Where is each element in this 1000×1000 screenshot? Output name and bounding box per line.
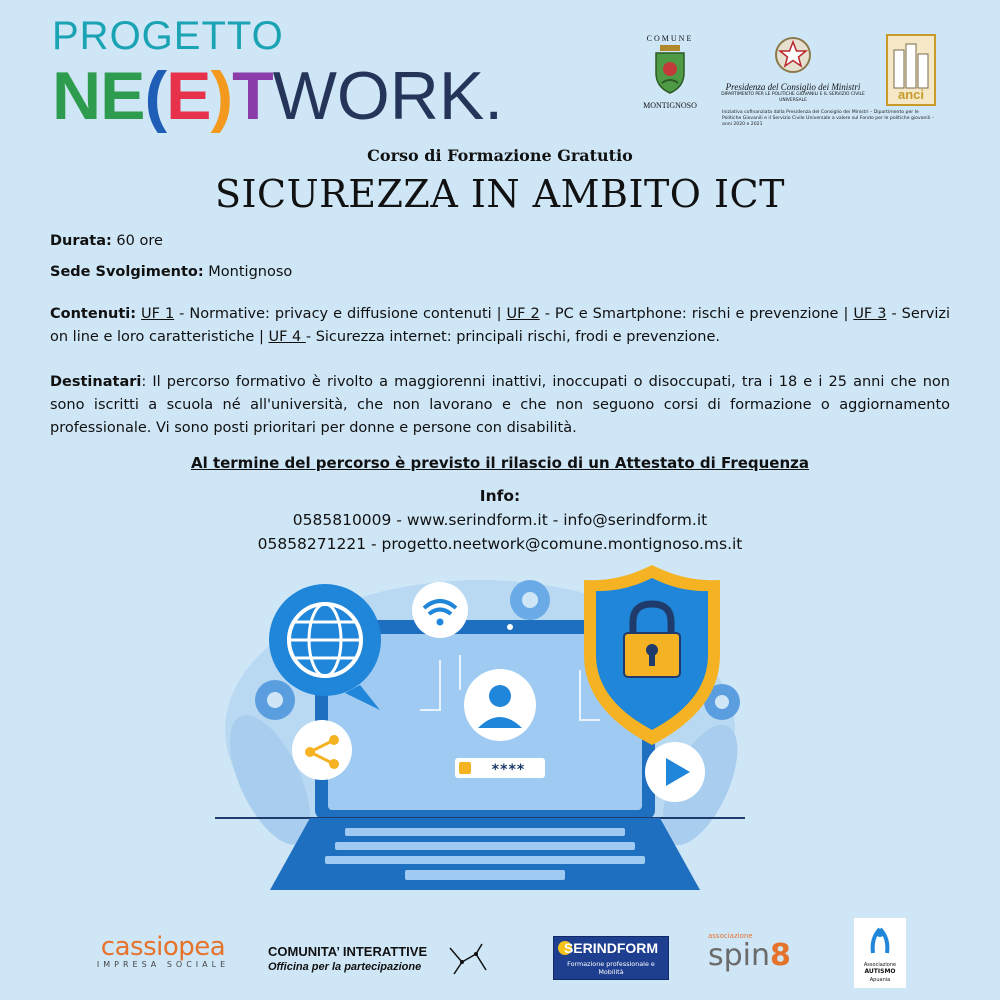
serindform-sub: Formazione professionale e Mobilità: [567, 960, 655, 976]
spin-name: spin8: [708, 938, 791, 973]
autismo-place: Apuania: [869, 977, 891, 983]
presidenza-dept: DIPARTIMENTO PER LE POLITICHE GIOVANILI E IL SERVIZIO CIVILE UNIVERSALE: [721, 92, 865, 103]
cassiopea-logo: [88, 932, 238, 969]
durata-label: Durata:: [50, 233, 112, 249]
comune-crest-icon: [648, 43, 692, 95]
network-arrows-icon: [446, 940, 490, 980]
brand-name: [52, 60, 503, 132]
cofinancing-note: Iniziativa cofinanziata dalla Presidenza del Consiglio dei Ministri – Dipartimento per le Politiche Giovanili e il Servizio Civile Universale a valere sul Fondo per le politiche giovanili – anni 2020 e 2021: [722, 110, 935, 127]
uf3-text: - Servizi on line e loro caratteristiche |: [50, 306, 951, 345]
share-icon: [292, 720, 352, 780]
presidenza-title: Presidenza del Consiglio dei Ministri: [725, 82, 861, 92]
comune-town: MONTIGNOSO: [643, 101, 697, 110]
brand-part-open-paren: (: [144, 58, 167, 134]
uf2-text: - PC e Smartphone: rischi e prevenzione |: [539, 306, 854, 322]
comunita-name: COMUNITA’ INTERATTIVE: [268, 944, 428, 959]
cybersecurity-illustration: [210, 560, 750, 905]
project-label: PROGETTO: [52, 14, 284, 58]
brand-part-t: T: [232, 58, 273, 134]
uf4-label: UF 4: [268, 329, 306, 345]
contenuti-label: Contenuti:: [50, 306, 137, 322]
destinatari-text: : Il percorso formativo è rivolto a maggiorenni inattivi, inoccupati o disoccupati, tra i 18 e i 25 anni che non sono iscritti a scuola né all'università, che non lavorano e che non seguono corsi di formazione o aggiornamento professionale. Vi sono posti prioritari per donne e persone con disabilità.: [50, 374, 950, 436]
user-icon: [464, 669, 536, 741]
durata-line: [50, 230, 950, 253]
brand-part-ne: NE: [52, 58, 145, 134]
uf4-text: - Sicurezza internet: principali rischi, frodi e prevenzione.: [305, 329, 720, 345]
gear-icon-2: [510, 580, 550, 620]
partner-logos: [0, 918, 1000, 990]
durata-value: 60 ore: [111, 233, 163, 249]
project-logo: [52, 14, 503, 132]
destinatari-paragraph: [50, 371, 950, 440]
info-contacts: [0, 484, 1000, 556]
info-line-2: 05858271221 - progetto.neetwork@comune.montignoso.ms.it: [257, 535, 743, 553]
sede-line: [50, 261, 950, 284]
anci-text: anci: [897, 87, 924, 102]
comune-label: COMUNE: [646, 34, 694, 43]
uf1-label: UF 1: [141, 306, 175, 322]
sede-label: Sede Svolgimento:: [50, 264, 204, 280]
comunita-logo: [268, 944, 508, 973]
wifi-icon: [412, 582, 468, 638]
info-label: Info:: [479, 487, 521, 505]
course-subtitle: Corso di Formazione Gratutio: [367, 146, 633, 165]
destinatari-label: Destinatari: [50, 374, 142, 390]
autismo-name: AUTISMO: [864, 968, 896, 975]
course-title: SICUREZZA IN AMBITO ICT: [215, 172, 785, 216]
attestato-notice: Al termine del percorso è previsto il rilascio di un Attestato di Frequenza: [190, 454, 810, 472]
anci-towers-icon: [888, 40, 934, 90]
brand-part-e: E: [166, 58, 211, 134]
cassiopea-name: cassiopea: [100, 932, 226, 962]
cassiopea-sub: IMPRESA SOCIALE: [96, 960, 230, 969]
sede-value: Montignoso: [203, 264, 293, 280]
contenuti-paragraph: [50, 303, 950, 349]
gear-icon: [255, 680, 295, 720]
serindform-name: SERINDFORM: [563, 940, 659, 956]
anci-logo: [886, 34, 940, 106]
spin-assoc: associazione: [708, 932, 753, 940]
info-line-1: 0585810009 - www.serindform.it - info@serindform.it: [292, 511, 708, 529]
autismo-sub: Associazione: [863, 962, 897, 968]
brand-part-work: WORK.: [272, 58, 504, 134]
presidenza-logo: [718, 34, 868, 104]
autismo-logo: [854, 918, 906, 988]
play-icon: [645, 742, 705, 802]
republic-emblem-icon: [773, 34, 813, 76]
brand-part-close-paren: ): [210, 58, 233, 134]
uf2-label: UF 2: [506, 306, 540, 322]
uf1-text: - Normative: privacy e diffusione contenuti |: [174, 306, 507, 322]
institutional-logos: [640, 34, 940, 110]
comunita-sub: Officina per la partecipazione: [268, 961, 422, 973]
serindform-logo: [553, 936, 669, 980]
uf3-label: UF 3: [853, 306, 887, 322]
password-mask: ****: [491, 762, 525, 778]
autismo-ribbon-icon: [865, 926, 895, 956]
comune-logo: [640, 34, 700, 110]
spin8-logo: [708, 932, 828, 972]
